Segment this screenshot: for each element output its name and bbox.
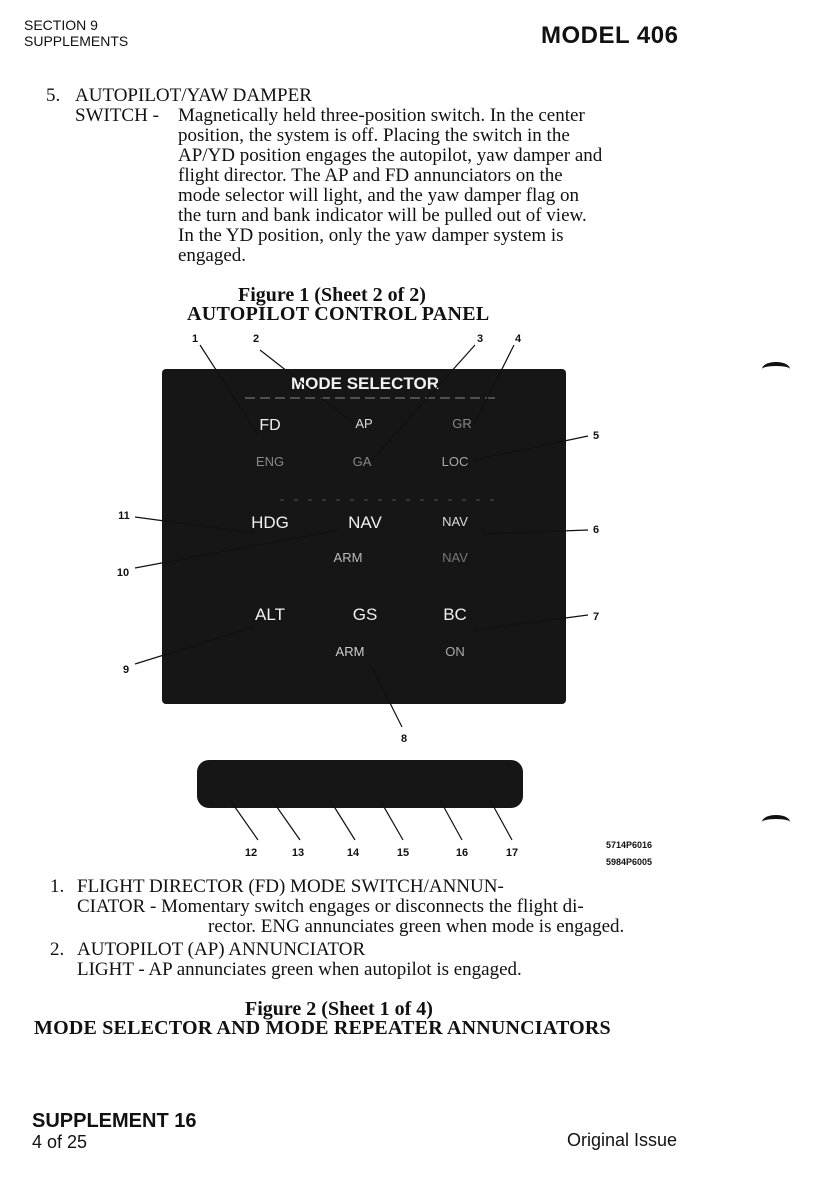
ga-label: GA [352, 454, 372, 469]
nav-capture-label: NAV [442, 514, 468, 529]
callout-14: 14 [346, 847, 360, 859]
callout-5: 5 [592, 430, 600, 442]
loc-label: LOC [441, 454, 469, 469]
callout-6: 6 [592, 524, 600, 536]
gs-arm-label: ARM [335, 644, 365, 659]
gr-label: GR [452, 416, 472, 431]
callout-11: 11 [118, 510, 130, 522]
nav-label: NAV [348, 513, 382, 532]
mode-repeater-bar [197, 760, 523, 808]
callout-17: 17 [505, 847, 519, 859]
callout-10: 10 [116, 567, 130, 579]
item5-line: Magnetically held three-position switch. In the center [178, 105, 585, 126]
hdg-label: HDG [251, 513, 289, 532]
callout-15: 15 [396, 847, 410, 859]
item5-line: In the YD position, only the yaw damper system is [178, 225, 564, 246]
callout-3: 3 [476, 333, 484, 345]
part-number: 5984P6005 [606, 857, 653, 867]
item2-title: AUTOPILOT (AP) ANNUNCIATOR [77, 939, 366, 960]
callout-4: 4 [514, 333, 522, 345]
panel-header: MODE SELECTOR [291, 374, 439, 393]
item5-title: AUTOPILOT/YAW DAMPER [75, 85, 312, 106]
alt-label: ALT [255, 605, 285, 624]
item1-line: CIATOR - Momentary switch engages or disconnects the flight di- [77, 896, 584, 917]
item5-line: AP/YD position engages the autopilot, yaw damper and [178, 145, 603, 166]
figure1-subtitle: AUTOPILOT CONTROL PANEL [187, 303, 490, 325]
part-number: 5714P6016 [606, 840, 653, 850]
item5-line: engaged. [178, 245, 247, 266]
bc-on-label: ON [445, 644, 465, 659]
ap-label: AP [355, 416, 373, 431]
item5-number: 5. [46, 85, 61, 106]
item1-line: rector. ENG annunciates green when mode is engaged. [208, 916, 625, 937]
item5-term: SWITCH - [75, 105, 159, 126]
item1-number: 1. [50, 876, 65, 897]
item2-line: LIGHT - AP annunciates green when autopilot is engaged. [77, 959, 522, 980]
callout-12: 12 [244, 847, 258, 859]
eng-label: ENG [255, 454, 285, 469]
figure1-title: Figure 1 (Sheet 2 of 2) [238, 284, 426, 306]
figure2-title: Figure 2 (Sheet 1 of 4) [245, 998, 433, 1020]
callout-2: 2 [252, 333, 260, 345]
supplements-label: SUPPLEMENTS [24, 33, 129, 49]
item5-term-word: SWITCH [75, 105, 148, 126]
bc-label: BC [443, 605, 467, 624]
footer-supplement: SUPPLEMENT 16 [32, 1110, 197, 1132]
gs-label: GS [352, 605, 378, 624]
item5-line: the turn and bank indicator will be pulled out of view. [178, 205, 587, 226]
callout-8: 8 [400, 733, 408, 745]
nav-track-label: NAV [442, 550, 468, 565]
item5-line: flight director. The AP and FD annunciators on the [178, 165, 563, 186]
model-title: MODEL 406 [541, 22, 679, 49]
footer-page-number: 4 of 25 [32, 1132, 88, 1152]
item5-line: position, the system is off. Placing the switch in the [178, 125, 570, 146]
item5-line: mode selector will light, and the yaw damper flag on [178, 185, 579, 206]
callout-16: 16 [455, 847, 469, 859]
callout-13: 13 [291, 847, 305, 859]
nav-arm-label: ARM [333, 550, 363, 565]
callout-7: 7 [592, 611, 600, 623]
section-label: SECTION 9 [24, 17, 98, 33]
fd-label: FD [259, 417, 281, 434]
item1-title: FLIGHT DIRECTOR (FD) MODE SWITCH/ANNUN- [77, 876, 504, 897]
callout-1: 1 [191, 333, 199, 345]
footer-issue: Original Issue [567, 1130, 678, 1150]
callout-9: 9 [122, 664, 130, 676]
item2-number: 2. [50, 939, 65, 960]
figure2-subtitle: MODE SELECTOR AND MODE REPEATER ANNUNCIATORS [34, 1017, 611, 1039]
